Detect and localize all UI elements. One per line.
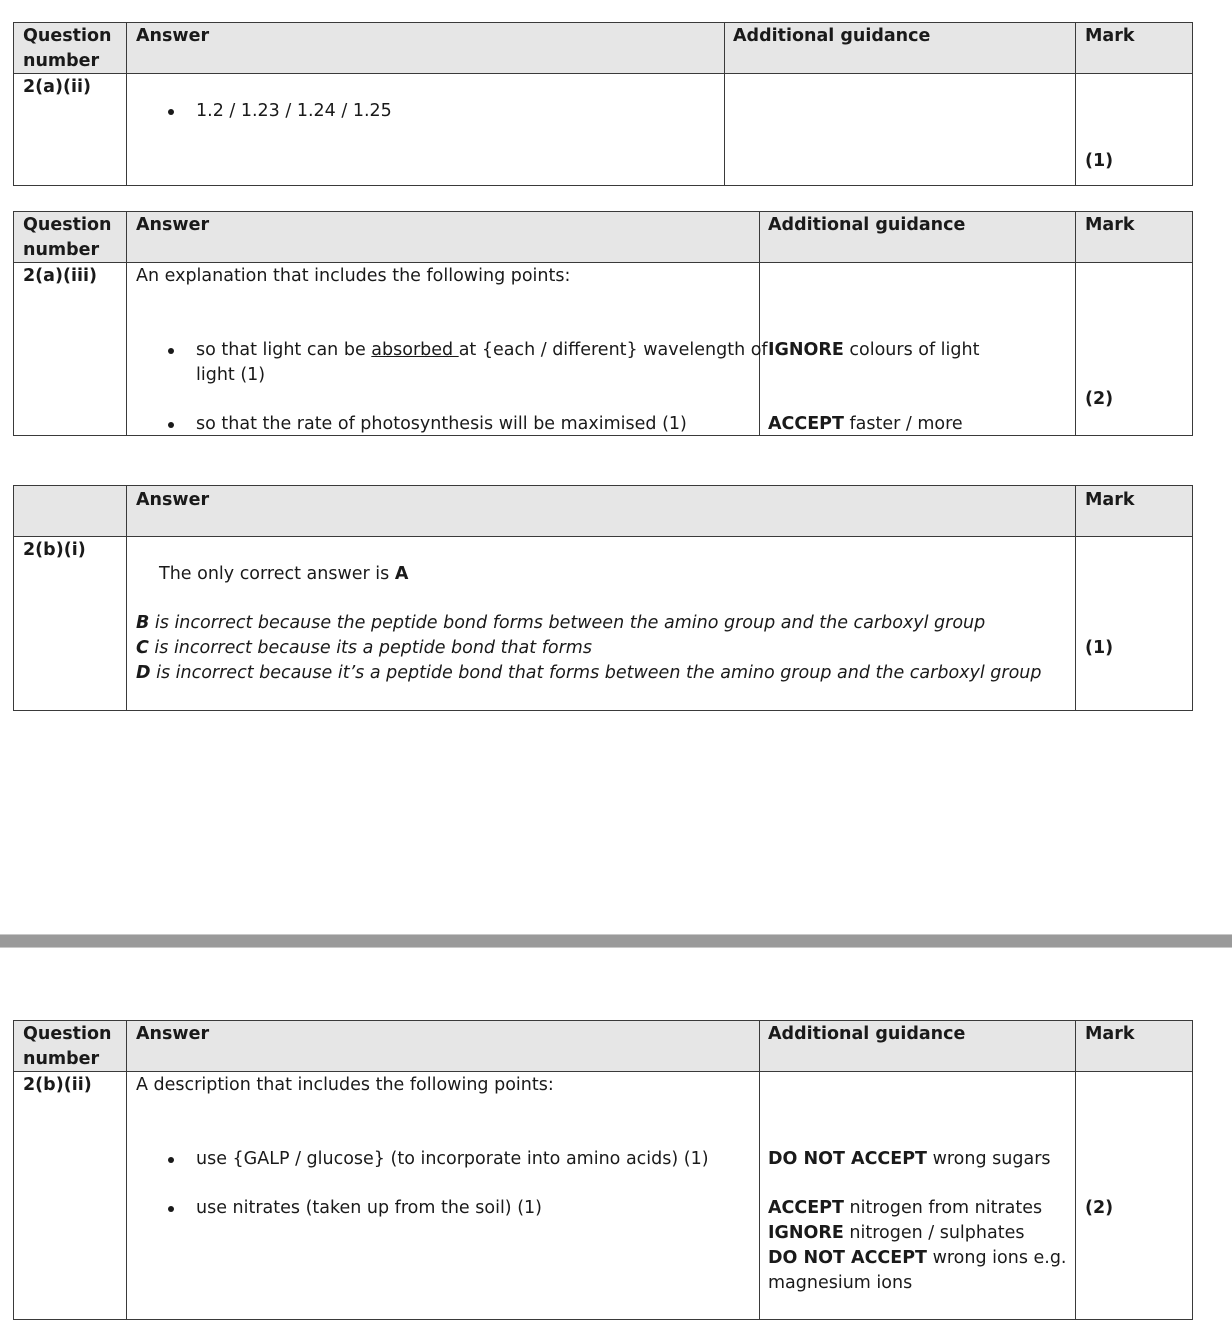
mark-scheme-table-2bii <box>13 1020 1193 1320</box>
mark-value: (2) <box>1085 1198 1114 1218</box>
header-answer: Answer <box>136 26 210 46</box>
header-additional-guidance: Additional guidance <box>768 215 966 235</box>
header-mark: Mark <box>1085 215 1135 235</box>
answer-intro: An explanation that includes the following points: <box>136 266 571 286</box>
answer-point-2: use nitrates (taken up from the soil) (1) <box>196 1198 542 1218</box>
answer-point-2: so that the rate of photosynthesis will be maximised (1) <box>196 414 687 434</box>
mark-scheme-table-2bi <box>13 485 1193 711</box>
header-answer: Answer <box>136 490 210 510</box>
answer-point-1: so that light can be absorbed at {each / different} wavelength of light (1) <box>196 340 768 385</box>
header-mark: Mark <box>1085 490 1135 510</box>
header-mark: Mark <box>1085 26 1135 46</box>
header-question-number: Question number <box>23 26 112 71</box>
bullet-icon <box>168 1206 174 1212</box>
distractor-b: B is incorrect because the peptide bond forms between the amino group and the carboxyl group <box>136 613 986 633</box>
header-additional-guidance: Additional guidance <box>768 1024 966 1044</box>
header-additional-guidance: Additional guidance <box>733 26 931 46</box>
header-question-number: Question number <box>23 1024 112 1069</box>
header-question-number: Question number <box>23 215 112 260</box>
mark-scheme-table-2aii <box>13 22 1193 186</box>
page-separator <box>0 934 1232 948</box>
question-number: 2(a)(iii) <box>23 266 97 286</box>
mark-value: (1) <box>1085 151 1114 171</box>
guidance-1: IGNORE colours of light <box>768 340 980 360</box>
guidance-2: ACCEPT faster / more <box>768 414 963 434</box>
mark-value: (2) <box>1085 389 1114 409</box>
answer-intro: A description that includes the following points: <box>136 1075 554 1095</box>
distractor-d: D is incorrect because it’s a peptide bond that forms between the amino group and the carboxyl group <box>136 663 1042 683</box>
answer-point-1: use {GALP / glucose} (to incorporate into amino acids) (1) <box>196 1149 709 1169</box>
correct-answer: The only correct answer is A <box>159 564 409 584</box>
header-mark: Mark <box>1085 1024 1135 1044</box>
question-number: 2(a)(ii) <box>23 77 91 97</box>
guidance-4: DO NOT ACCEPT wrong ions e.g. magnesium ions <box>768 1248 1067 1293</box>
header-answer: Answer <box>136 215 210 235</box>
answer-text: 1.2 / 1.23 / 1.24 / 1.25 <box>196 101 392 121</box>
guidance-1: DO NOT ACCEPT wrong sugars <box>768 1149 1051 1169</box>
bullet-icon <box>168 422 174 428</box>
question-number: 2(b)(i) <box>23 540 86 560</box>
bullet-icon <box>168 109 174 115</box>
bullet-icon <box>168 1157 174 1163</box>
distractor-c: C is incorrect because its a peptide bond that forms <box>136 638 592 658</box>
mark-scheme-table-2aiii <box>13 211 1193 436</box>
bullet-icon <box>168 348 174 354</box>
question-number: 2(b)(ii) <box>23 1075 92 1095</box>
guidance-2: ACCEPT nitrogen from nitrates <box>768 1198 1043 1218</box>
header-answer: Answer <box>136 1024 210 1044</box>
guidance-3: IGNORE nitrogen / sulphates <box>768 1223 1025 1243</box>
mark-value: (1) <box>1085 638 1114 658</box>
